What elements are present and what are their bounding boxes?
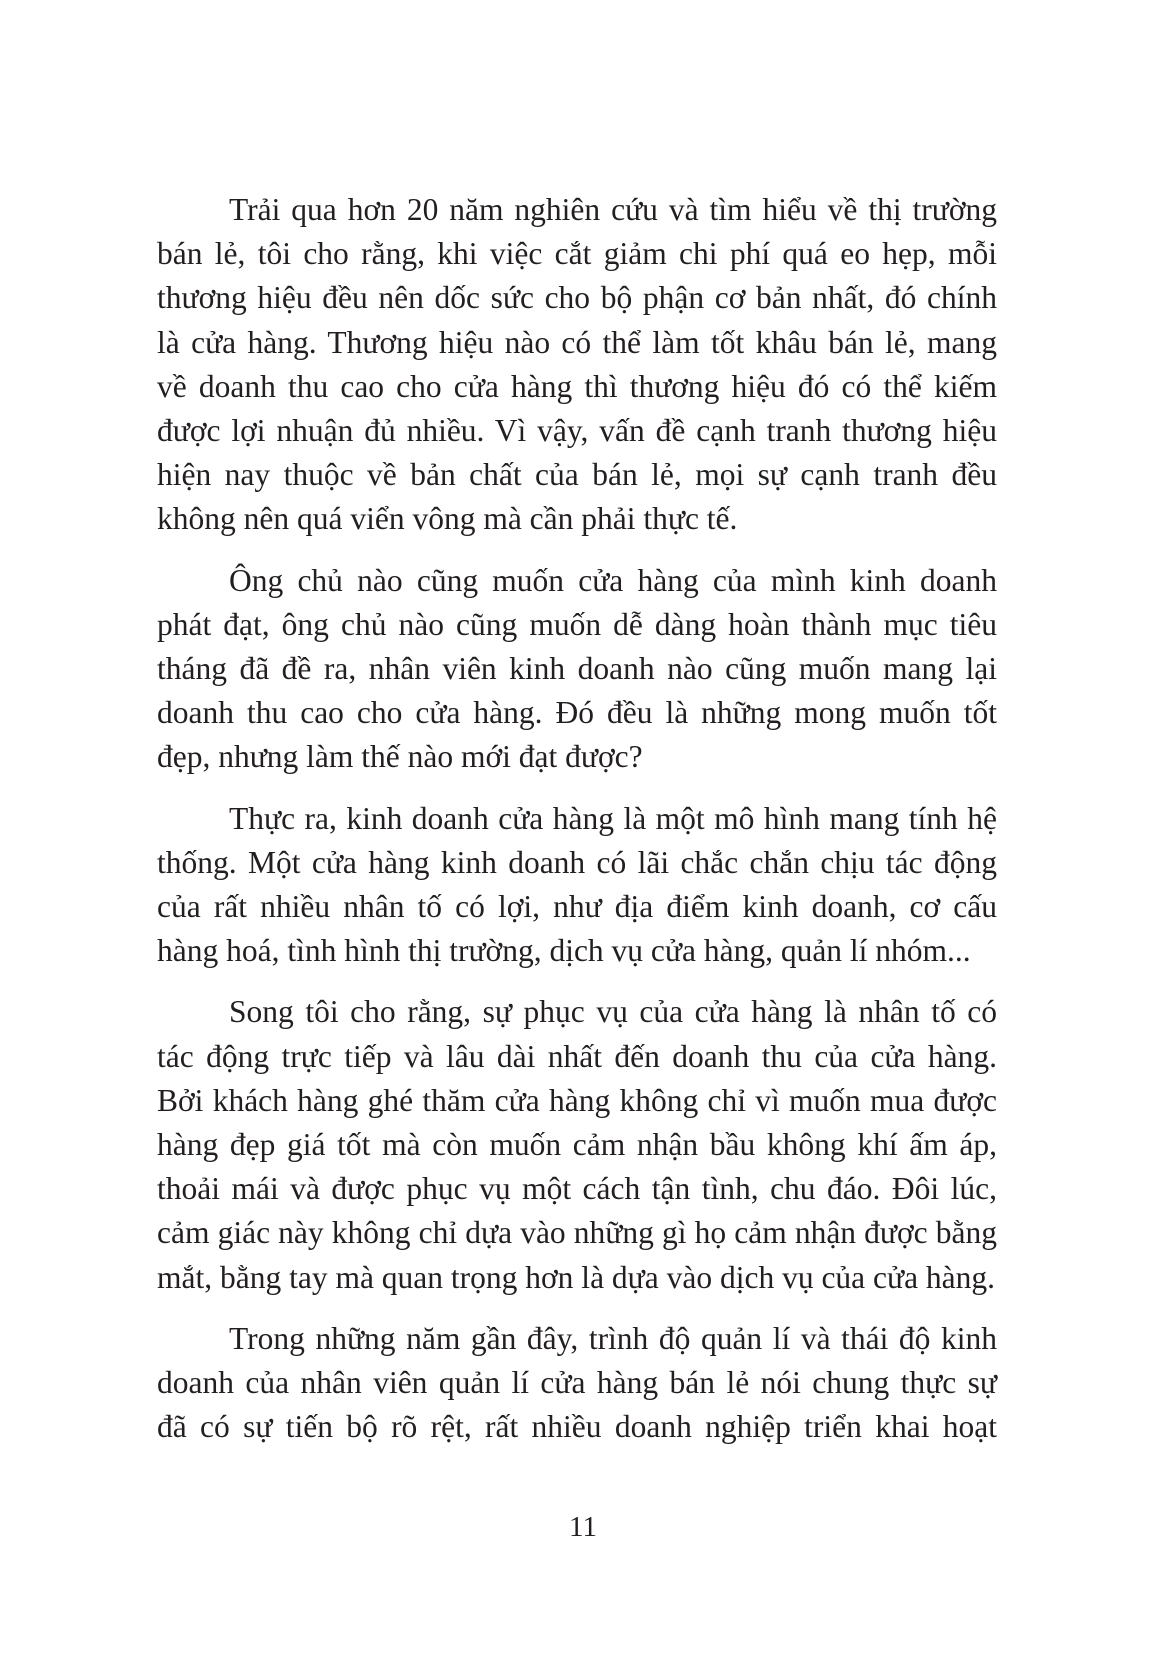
text-line: Song tôi cho rằng, sự phục vụ của cửa hàng là nhân tố có: [229, 994, 997, 1030]
text-line: đã có sự tiến bộ rõ rệt, rất nhiều doanh nghiệp triển khai hoạt: [157, 1409, 997, 1445]
text-line: bán lẻ, tôi cho rằng, khi việc cắt giảm chi phí quá eo hẹp, mỗi: [157, 236, 997, 272]
text-line: Bởi khách hàng ghé thăm cửa hàng không chỉ vì muốn mua được: [157, 1082, 997, 1118]
text-line: được lợi nhuận đủ nhiều. Vì vậy, vấn đề cạnh tranh thương hiệu: [157, 413, 997, 449]
text-line: Thực ra, kinh doanh cửa hàng là một mô hình mang tính hệ: [229, 800, 997, 836]
text-line: doanh của nhân viên quản lí cửa hàng bán lẻ nói chung thực sự: [157, 1365, 997, 1401]
text-line: của rất nhiều nhân tố có lợi, như địa điểm kinh doanh, cơ cấu: [157, 889, 997, 925]
paragraph-4: [157, 990, 997, 1299]
text-line: mắt, bằng tay mà quan trọng hơn là dựa vào dịch vụ của cửa hàng.: [157, 1259, 996, 1295]
text-line: phát đạt, ông chủ nào cũng muốn dễ dàng hoàn thành mục tiêu: [157, 606, 997, 642]
text-line: thống. Một cửa hàng kinh doanh có lãi chắc chắn chịu tác động: [157, 844, 997, 880]
text-line: thương hiệu đều nên dốc sức cho bộ phận cơ bản nhất, đó chính: [157, 280, 997, 316]
text-line: không nên quá viển vông mà cần phải thực tế.: [157, 501, 738, 537]
text-line: tác động trực tiếp và lâu dài nhất đến doanh thu của cửa hàng.: [157, 1038, 997, 1074]
body-text: [157, 188, 997, 1449]
text-line: doanh thu cao cho cửa hàng. Đó đều là những mong muốn tốt: [157, 695, 997, 731]
page-number: 11: [569, 1511, 597, 1543]
text-line: đẹp, nhưng làm thế nào mới đạt được?: [157, 739, 643, 775]
text-line: Ông chủ nào cũng muốn cửa hàng của mình kinh doanh: [229, 562, 997, 598]
paragraph-5: [157, 1317, 997, 1450]
text-line: về doanh thu cao cho cửa hàng thì thương hiệu đó có thể kiếm: [157, 368, 997, 404]
text-line: tháng đã đề ra, nhân viên kinh doanh nào cũng muốn mang lại: [157, 651, 997, 687]
text-line: Trong những năm gần đây, trình độ quản lí và thái độ kinh: [229, 1320, 997, 1356]
paragraph-1: [157, 188, 997, 542]
text-line: cảm giác này không chỉ dựa vào những gì họ cảm nhận được bằng: [157, 1215, 997, 1251]
text-line: hiện nay thuộc về bản chất của bán lẻ, mọi sự cạnh tranh đều: [157, 457, 997, 493]
paragraph-2: [157, 559, 997, 780]
text-line: Trải qua hơn 20 năm nghiên cứu và tìm hiểu về thị trường: [229, 192, 997, 227]
text-line: là cửa hàng. Thương hiệu nào có thể làm tốt khâu bán lẻ, mang: [157, 324, 997, 360]
paragraph-3: [157, 797, 997, 974]
text-line: hàng đẹp giá tốt mà còn muốn cảm nhận bầu không khí ấm áp,: [157, 1127, 997, 1163]
text-line: thoải mái và được phục vụ một cách tận tình, chu đáo. Đôi lúc,: [157, 1171, 997, 1207]
text-line: hàng hoá, tình hình thị trường, dịch vụ cửa hàng, quản lí nhóm...: [157, 933, 971, 969]
